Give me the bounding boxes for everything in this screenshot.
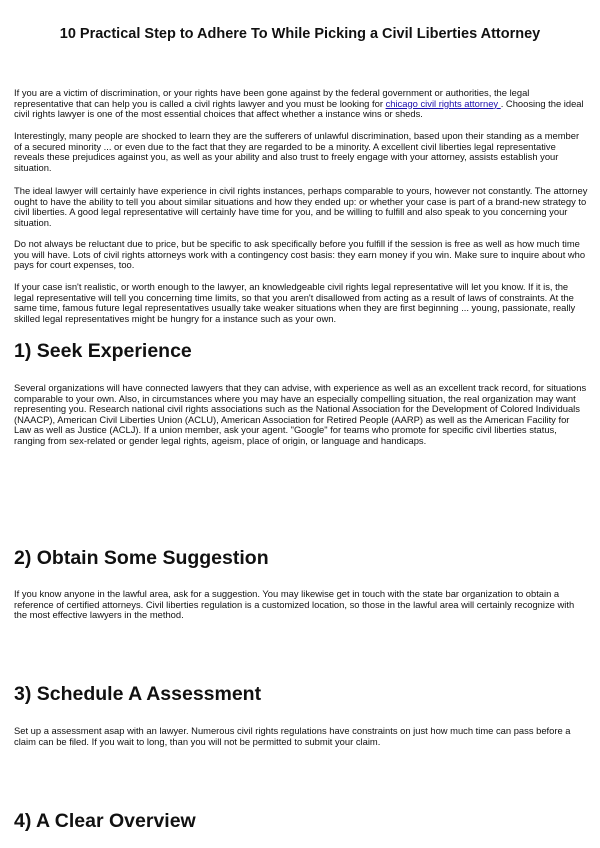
intro-paragraph-5: If your case isn't realistic, or worth enough to the lawyer, an knowledgeable civil rights legal representative will let you know. If it is, the legal representative will tell you concerning time limits, so that you aren't disallowed from acting as a result of laws of constraints. At the same time, famous future legal representatives usually take weaker situations when they are first beginning ... young, passionate, really skilled legal representatives might be hungry for a instance such as your own. [14, 281, 576, 324]
intro-p1-text-before: If you are a victim of discrimination, or your rights have been gone against by the federal government or authorities, the legal representative that can help you is called a civil rights lawyer and you must be looking for [14, 87, 530, 109]
intro-paragraph-3: The ideal lawyer will certainly have experience in civil rights instances, perhaps comparable to yours, however not constantly. The attorney ought to have the ability to tell you about similar situations and how they ended up: or whether your case is part of a brand-new strategy to civil liberties. A good legal representative will certainly have time for you, and be willing to fulfill and also speak to you concerning your situation. [14, 185, 588, 228]
section-heading-schedule-assessment: 3) Schedule A Assessment [14, 683, 262, 705]
intro-paragraph-2: Interestingly, many people are shocked to learn they are the sufferers of unlawful discrimination, based upon their standing as a member of a secured minority ... or even due to the fact that they are regarded to be a minority. A excellent civil liberties legal representative reveals these prejudices against you, as well as your ability and also trust to freely engage with your attorney, assists establish your situation. [14, 130, 580, 173]
section-heading-seek-experience: 1) Seek Experience [14, 340, 192, 362]
section-body-schedule-assessment: Set up a assessment asap with an lawyer. Numerous civil rights regulations have constraints on just how much time can pass before a claim can be filed. If you wait to long, than you will not be permitted to submit your claim. [14, 725, 571, 747]
section-body-obtain-suggestion: If you know anyone in the lawful area, ask for a suggestion. You may likewise get in touch with the state bar organization to obtain a reference of certified attorneys. Civil liberties regulation is a customized location, so those in the lawful area will certainly recognize with the most effective lawyers in the method. [14, 588, 575, 621]
document-title: 10 Practical Step to Adhere To While Picking a Civil Liberties Attorney [59, 26, 541, 42]
section-heading-clear-overview: 4) A Clear Overview [14, 810, 196, 832]
intro-paragraph-1 [14, 88, 588, 120]
intro-p1-text-after: . Choosing the ideal civil rights lawyer is one of the most essential choices that affect whether a instance wins or sheds. [14, 97, 584, 120]
intro-paragraph-4: Do not always be reluctant due to price, but be specific to ask specifically before you fulfill if the session is free as well as how much time you will have. Lots of civil rights attorneys work with a contingency cost basis: they earn money if you win. Make sure to inquire about who pays for court expenses, too. [14, 238, 586, 271]
section-heading-obtain-suggestion: 2) Obtain Some Suggestion [14, 547, 269, 569]
chicago-civil-rights-attorney-link[interactable]: chicago civil rights attorney [385, 97, 501, 109]
section-body-seek-experience: Several organizations will have connected lawyers that they can advise, with experience as well as an excellent track record, for situations comparable to your own. Also, in circumstances where you may have an especially compelling situation, the real organization may want representing you. Research national civil rights associations such as the National Association for the Development of Colored Individuals (NAACP), American Civil Liberties Union (ACLU), American Association for Retired People (AARP) as well as the American Facility for Law as well as Justice (ACLJ). If a union member, ask your agent. "Google" for teams who promote for specific civil liberties status, ranging from sex-related or gender legal rights, ageism, place of origin, or language and handicaps. [14, 382, 587, 446]
